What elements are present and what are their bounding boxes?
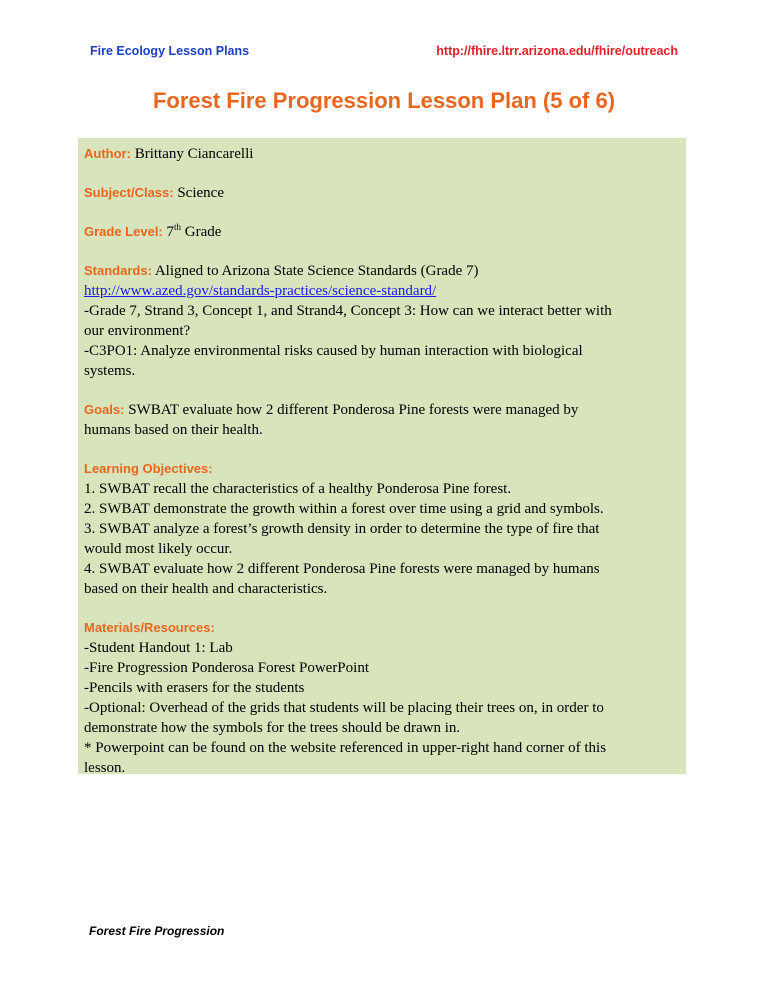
objectives-section — [84, 459, 678, 599]
standards-line: our environment? — [84, 323, 191, 339]
standards-section — [84, 261, 678, 381]
standards-line: -Grade 7, Strand 3, Concept 1, and Strand4, Concept 3: How can we interact better with — [84, 303, 612, 319]
materials-section — [84, 618, 678, 778]
material-line: -Student Handout 1: Lab — [84, 640, 233, 656]
material-line: lesson. — [84, 760, 126, 776]
standards-text: Aligned to Arizona State Science Standards (Grade 7) — [154, 263, 479, 279]
objective-line: based on their health and characteristics. — [84, 581, 328, 597]
page-footer: Forest Fire Progression — [89, 924, 225, 938]
material-line: demonstrate how the symbols for the trees should be drawn in. — [84, 720, 461, 736]
standards-line: -C3PO1: Analyze environmental risks caused by human interaction with biological — [84, 343, 583, 359]
objective-line: 1. SWBAT recall the characteristics of a healthy Ponderosa Pine forest. — [84, 481, 512, 497]
objective-line: 3. SWBAT analyze a forest’s growth density in order to determine the type of fire that — [84, 521, 600, 537]
goals-line: humans based on their health. — [84, 422, 263, 438]
header-url[interactable]: http://fhire.ltrr.arizona.edu/fhire/outreach — [436, 44, 678, 58]
standards-label: Standards: — [84, 263, 152, 278]
material-line: -Pencils with erasers for the students — [84, 680, 305, 696]
objective-line: 4. SWBAT evaluate how 2 different Ponderosa Pine forests were managed by humans — [84, 561, 600, 577]
subject-value: Science — [177, 185, 224, 201]
goals-line: SWBAT evaluate how 2 different Ponderosa Pine forests were managed by — [128, 402, 579, 418]
page-title: Forest Fire Progression Lesson Plan (5 of 6) — [152, 88, 616, 113]
subject-label: Subject/Class: — [84, 185, 174, 200]
standards-line: systems. — [84, 363, 136, 379]
objective-line: 2. SWBAT demonstrate the growth within a forest over time using a grid and symbols. — [84, 501, 604, 517]
material-line: -Optional: Overhead of the grids that students will be placing their trees on, in order to — [84, 700, 604, 716]
author-value: Brittany Ciancarelli — [134, 146, 254, 162]
materials-label: Materials/Resources: — [84, 620, 215, 635]
goals-label: Goals: — [84, 402, 125, 417]
subject-section — [84, 183, 678, 203]
grade-section — [84, 222, 678, 242]
grade-suffix: Grade — [184, 224, 222, 240]
objectives-label: Learning Objectives: — [84, 461, 213, 476]
author-section — [84, 144, 678, 164]
author-label: Author: — [84, 146, 131, 161]
standards-link[interactable]: http://www.azed.gov/standards-practices/science-standard/ — [84, 283, 437, 299]
goals-section — [84, 400, 678, 440]
objective-line: would most likely occur. — [84, 541, 233, 557]
lesson-info-box — [78, 138, 686, 774]
grade-superscript: th — [174, 222, 182, 232]
header-left: Fire Ecology Lesson Plans — [90, 44, 250, 58]
grade-number: 7 — [166, 224, 175, 240]
material-line: * Powerpoint can be found on the website referenced in upper-right hand corner of this — [84, 740, 607, 756]
grade-label: Grade Level: — [84, 224, 163, 239]
material-line: -Fire Progression Ponderosa Forest PowerPoint — [84, 660, 369, 676]
